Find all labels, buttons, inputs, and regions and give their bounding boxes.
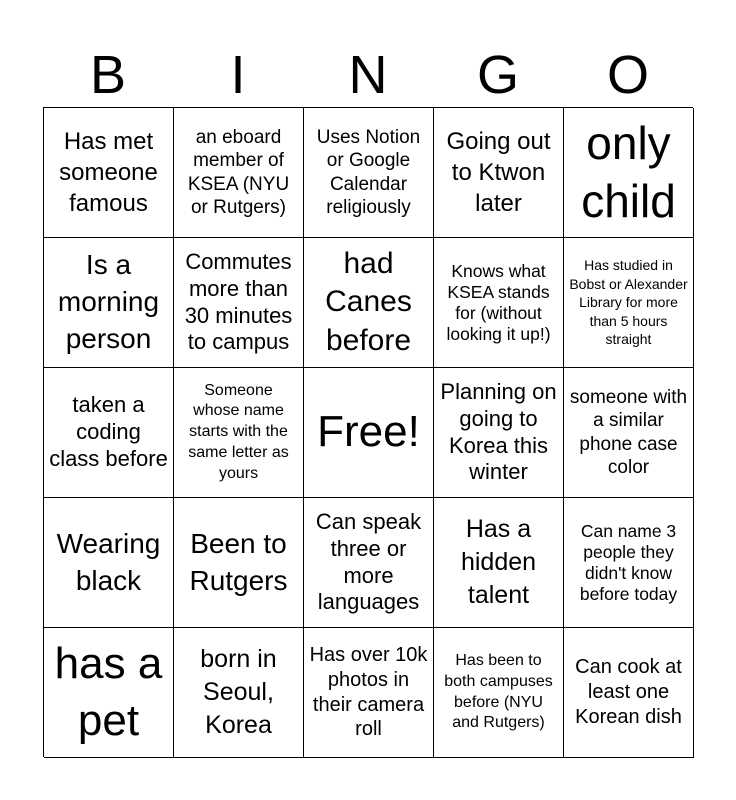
bingo-cell-r1-c1[interactable]: Has met someone famous (44, 108, 174, 238)
bingo-cell-r5-c5[interactable]: Can cook at least one Korean dish (564, 628, 694, 758)
bingo-cell-r4-c5[interactable]: Can name 3 people they didn't know before today (564, 498, 694, 628)
bingo-cell-r4-c3[interactable]: Can speak three or more languages (304, 498, 434, 628)
bingo-header (43, 42, 693, 108)
header-letter-b: B (89, 45, 127, 105)
bingo-cell-r1-c2[interactable]: an eboard member of KSEA (NYU or Rutgers) (174, 108, 304, 238)
header-letter-g: G (476, 45, 519, 105)
bingo-cell-r1-c5[interactable]: only child (564, 108, 694, 238)
header-letter-i: I (230, 45, 246, 105)
bingo-cell-r2-c1[interactable]: Is a morning person (44, 238, 174, 368)
bingo-cell-r4-c4[interactable]: Has a hidden talent (434, 498, 564, 628)
bingo-board (43, 107, 693, 757)
bingo-cell-r1-c4[interactable]: Going out to Ktwon later (434, 108, 564, 238)
bingo-cell-r2-c5[interactable]: Has studied in Bobst or Alexander Library for more than 5 hours straight (564, 238, 694, 368)
bingo-cell-free[interactable]: Free! (304, 368, 434, 498)
bingo-cell-r5-c2[interactable]: born in Seoul, Korea (174, 628, 304, 758)
bingo-cell-r1-c3[interactable]: Uses Notion or Google Calendar religiously (304, 108, 434, 238)
bingo-cell-r4-c2[interactable]: Been to Rutgers (174, 498, 304, 628)
bingo-cell-r2-c3[interactable]: had Canes before (304, 238, 434, 368)
bingo-cell-r5-c1[interactable]: has a pet (44, 628, 174, 758)
bingo-cell-r4-c1[interactable]: Wearing black (44, 498, 174, 628)
bingo-cell-r3-c5[interactable]: someone with a similar phone case color (564, 368, 694, 498)
bingo-cell-r3-c1[interactable]: taken a coding class before (44, 368, 174, 498)
bingo-cell-r3-c2[interactable]: Someone whose name starts with the same letter as yours (174, 368, 304, 498)
header-letter-n: N (348, 45, 388, 105)
bingo-cell-r5-c3[interactable]: Has over 10k photos in their camera roll (304, 628, 434, 758)
bingo-cell-r2-c4[interactable]: Knows what KSEA stands for (without looking it up!) (434, 238, 564, 368)
bingo-cell-r3-c4[interactable]: Planning on going to Korea this winter (434, 368, 564, 498)
bingo-cell-r5-c4[interactable]: Has been to both campuses before (NYU and Rutgers) (434, 628, 564, 758)
bingo-cell-r2-c2[interactable]: Commutes more than 30 minutes to campus (174, 238, 304, 368)
header-letter-o: O (606, 45, 649, 105)
